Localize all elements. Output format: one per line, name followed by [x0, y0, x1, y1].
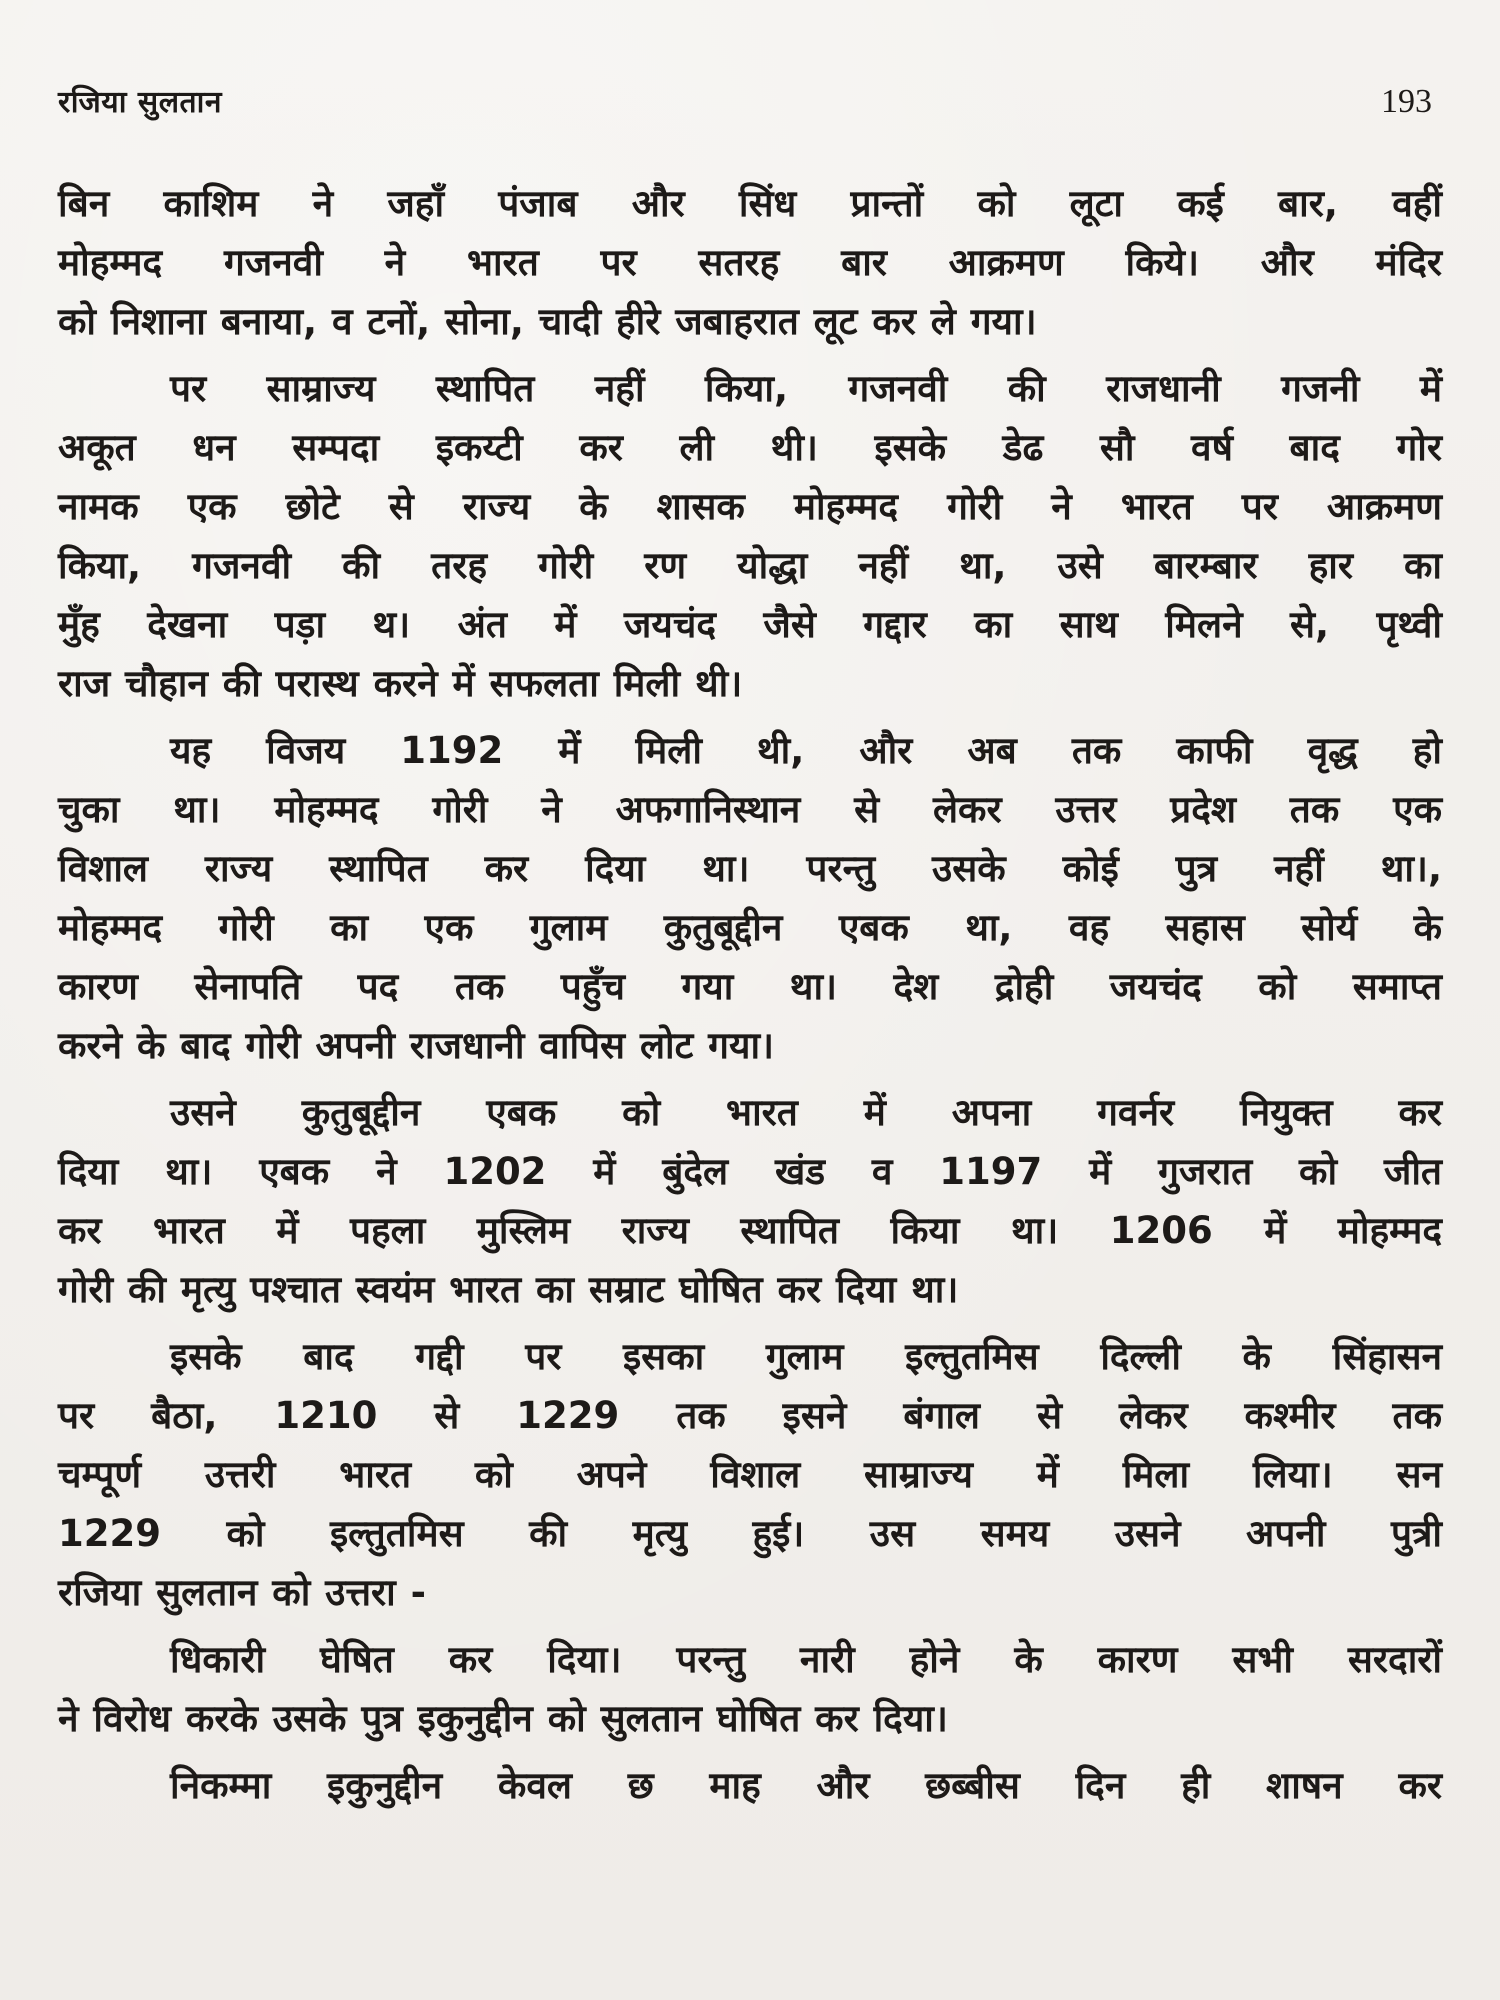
text-line: मोहम्मद गजनवी ने भारत पर सतरह बार आक्रमण किये। और मंदिर [58, 241, 1442, 284]
paragraph [58, 1630, 1442, 1748]
text-line: ने विरोध करके उसके पुत्र इकुनुद्दीन को सुलतान घोषित कर दिया। [58, 1697, 948, 1740]
paragraph [58, 1756, 1442, 1815]
text-line: मुँह देखना पड़ा थ। अंत में जयचंद जैसे गद्दार का साथ मिलने से, पृथ्वी [58, 603, 1442, 646]
text-line: कर भारत में पहला मुस्लिम राज्य स्थापित किया था। 1206 में मोहम्मद [58, 1209, 1442, 1252]
text-line: करने के बाद गोरी अपनी राजधानी वापिस लोट गया। [58, 1024, 775, 1067]
text-line: उसने कुतुबूद्दीन एबक को भारत में अपना गवर्नर नियुक्त कर [170, 1091, 1442, 1134]
text-line: यह विजय 1192 में मिली थी, और अब तक काफी वृद्ध हो [170, 729, 1442, 772]
paragraph [58, 721, 1442, 1075]
text-line: चम्पूर्ण उत्तरी भारत को अपने विशाल साम्राज्य में मिला लिया। सन [58, 1453, 1442, 1496]
text-line: दिया था। एबक ने 1202 में बुंदेल खंड व 1197 में गुजरात को जीत [58, 1150, 1442, 1193]
text-line: राज चौहान की परास्थ करने में सफलता मिली थी। [58, 662, 743, 705]
text-line: 1229 को इल्तुतमिस की मृत्यु हुई। उस समय उसने अपनी पुत्री [58, 1512, 1442, 1555]
text-line: निकम्मा इकुनुद्दीन केवल छ माह और छब्बीस दिन ही शाषन कर [170, 1764, 1442, 1807]
page-number: 193 [1381, 83, 1432, 120]
text-line: इसके बाद गद्दी पर इसका गुलाम इल्तुतमिस दिल्ली के सिंहासन [170, 1335, 1442, 1378]
paragraph [58, 1327, 1442, 1622]
text-line: विशाल राज्य स्थापित कर दिया था। परन्तु उसके कोई पुत्र नहीं था।, [58, 847, 1442, 890]
text-line: को निशाना बनाया, व टनों, सोना, चादी हीरे जबाहरात लूट कर ले गया। [58, 300, 1037, 343]
text-line: गोरी की मृत्यु पश्चात स्वयंम भारत का सम्राट घोषित कर दिया था। [58, 1268, 959, 1311]
body-text [58, 174, 1442, 1815]
text-line: कारण सेनापति पद तक पहुँच गया था। देश द्रोही जयचंद को समाप्त [58, 965, 1442, 1008]
text-line: बिन काशिम ने जहाँ पंजाब और सिंध प्रान्तों को लूटा कई बार, वहीं [58, 182, 1442, 225]
paragraph [58, 359, 1442, 713]
text-line: धिकारी घेषित कर दिया। परन्तु नारी होने के कारण सभी सरदारों [170, 1638, 1442, 1681]
running-header [58, 80, 1442, 140]
text-line: पर साम्राज्य स्थापित नहीं किया, गजनवी की राजधानी गजनी में [170, 367, 1442, 410]
text-line: चुका था। मोहम्मद गोरी ने अफगानिस्थान से लेकर उत्तर प्रदेश तक एक [58, 788, 1442, 831]
text-line: रजिया सुलतान को उत्तरा - [58, 1571, 426, 1614]
paragraph [58, 1083, 1442, 1319]
paragraph [58, 174, 1442, 351]
text-line: अकूत धन सम्पदा इकय्टी कर ली थी। इसके डेढ सौ वर्ष बाद गोर [58, 426, 1442, 469]
text-line: मोहम्मद गोरी का एक गुलाम कुतुबूद्दीन एबक था, वह सहास सोर्य के [58, 906, 1442, 949]
text-line: पर बैठा, 1210 से 1229 तक इसने बंगाल से लेकर कश्मीर तक [58, 1394, 1442, 1437]
text-line: नामक एक छोटे से राज्य के शासक मोहम्मद गोरी ने भारत पर आक्रमण [58, 485, 1442, 528]
chapter-title: रजिया सुलतान [58, 85, 223, 120]
text-line: किया, गजनवी की तरह गोरी रण योद्धा नहीं था, उसे बारम्बार हार का [58, 544, 1442, 587]
